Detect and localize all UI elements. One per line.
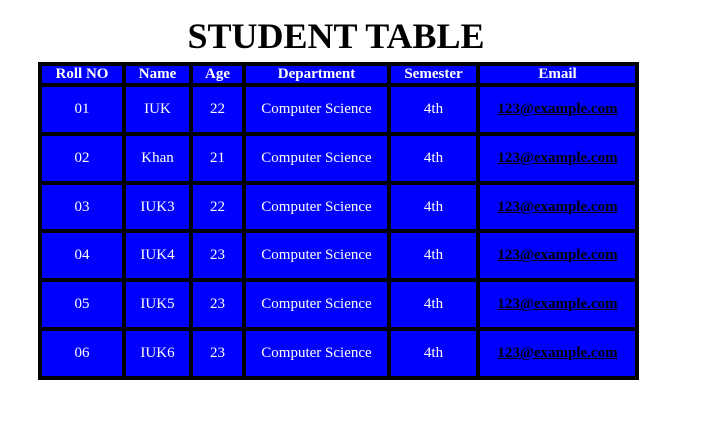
cell-email — [478, 183, 637, 232]
cell-semester: 4th — [389, 134, 478, 183]
cell-email — [478, 134, 637, 183]
cell-name: IUK4 — [124, 231, 191, 280]
student-table — [38, 62, 639, 380]
email-link[interactable]: 123@example.com — [497, 296, 618, 313]
cell-roll-no: 03 — [40, 183, 124, 232]
column-header-age: Age — [191, 64, 244, 85]
cell-age: 21 — [191, 134, 244, 183]
table-row — [40, 329, 637, 378]
cell-department: Computer Science — [244, 280, 389, 329]
cell-name: IUK3 — [124, 183, 191, 232]
cell-age: 22 — [191, 85, 244, 134]
cell-semester: 4th — [389, 85, 478, 134]
cell-department: Computer Science — [244, 134, 389, 183]
cell-roll-no: 02 — [40, 134, 124, 183]
cell-semester: 4th — [389, 329, 478, 378]
cell-name: Khan — [124, 134, 191, 183]
email-link[interactable]: 123@example.com — [497, 198, 618, 215]
column-header-semester: Semester — [389, 64, 478, 85]
column-header-department: Department — [244, 64, 389, 85]
cell-email — [478, 85, 637, 134]
cell-roll-no: 05 — [40, 280, 124, 329]
table-row — [40, 183, 637, 232]
email-link[interactable]: 123@example.com — [497, 149, 618, 166]
cell-name: IUK — [124, 85, 191, 134]
cell-age: 23 — [191, 329, 244, 378]
table-row — [40, 85, 637, 134]
cell-age: 22 — [191, 183, 244, 232]
table-row — [40, 134, 637, 183]
table-row — [40, 231, 637, 280]
email-link[interactable]: 123@example.com — [497, 100, 618, 117]
cell-department: Computer Science — [244, 329, 389, 378]
cell-email — [478, 280, 637, 329]
cell-department: Computer Science — [244, 183, 389, 232]
cell-roll-no: 04 — [40, 231, 124, 280]
email-link[interactable]: 123@example.com — [497, 247, 618, 264]
table-header-row — [40, 64, 637, 85]
column-header-email: Email — [478, 64, 637, 85]
cell-name: IUK6 — [124, 329, 191, 378]
cell-department: Computer Science — [244, 231, 389, 280]
cell-roll-no: 01 — [40, 85, 124, 134]
cell-age: 23 — [191, 231, 244, 280]
cell-semester: 4th — [389, 183, 478, 232]
table-row — [40, 280, 637, 329]
cell-semester: 4th — [389, 231, 478, 280]
cell-name: IUK5 — [124, 280, 191, 329]
cell-roll-no: 06 — [40, 329, 124, 378]
column-header-roll-no: Roll NO — [40, 64, 124, 85]
email-link[interactable]: 123@example.com — [497, 345, 618, 362]
cell-age: 23 — [191, 280, 244, 329]
cell-semester: 4th — [389, 280, 478, 329]
cell-department: Computer Science — [244, 85, 389, 134]
page-title: STUDENT TABLE — [187, 16, 485, 56]
cell-email — [478, 329, 637, 378]
cell-email — [478, 231, 637, 280]
column-header-name: Name — [124, 64, 191, 85]
